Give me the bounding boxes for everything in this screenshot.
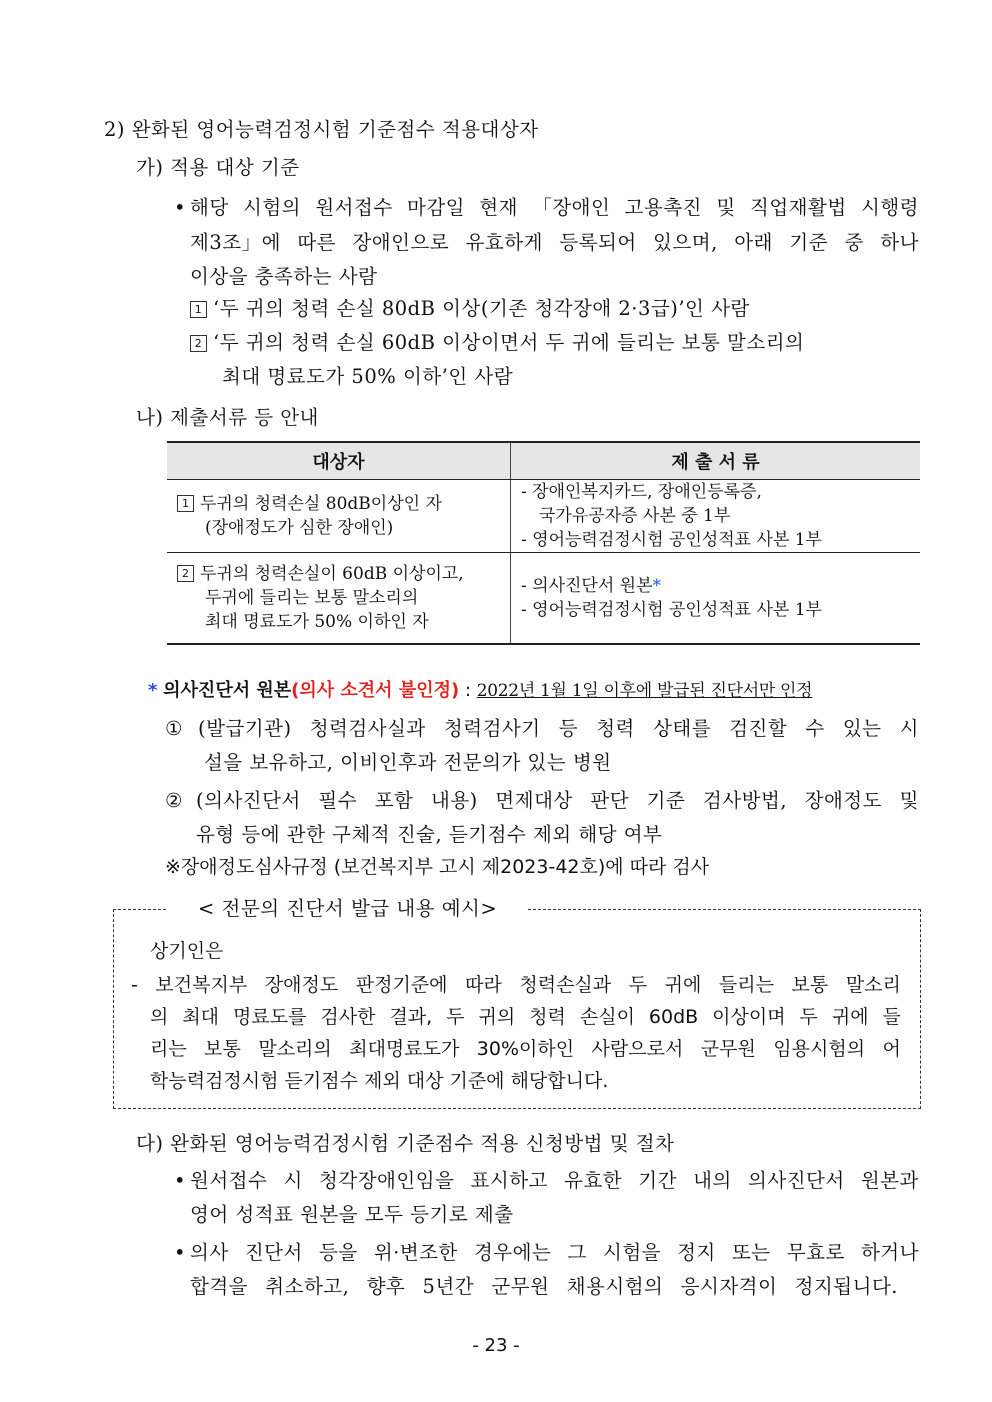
ga-bullet-line-3: 이상을 충족하는 사람 [190, 265, 378, 288]
example-line-4: 학능력검정시험 듣기점수 제외 대상 기준에 해당합니다. [150, 1070, 609, 1092]
table-cell-docs [511, 553, 921, 645]
row1-doc-2: - 영어능력검정시험 공인성적표 사본 1부 [521, 530, 822, 550]
note-label: 의사진단서 원본 [163, 680, 292, 701]
row2-doc-1 [521, 574, 920, 598]
condition-2-line-1: (의사진단서 필수 포함 내용) 면제대상 판단 기준 검사방법, 장애정도 및 [196, 789, 919, 812]
row2-target-line3: 최대 명료도가 50% 이하인 자 [205, 612, 429, 632]
ga-bullet-line-2: 제3조」에 따른 장애인으로 유효하게 등록되어 있으며, 아래 기준 중 하나 [190, 231, 919, 254]
table-cell-target [167, 480, 511, 553]
subsection-ga-title: 가) 적용 대상 기준 [136, 156, 300, 179]
asterisk-mark: * [652, 576, 662, 596]
note-underlined: 2022년 1월 1일 이후에 발급된 진단서만 인정 [476, 681, 813, 701]
condition-1-line-1: (발급기관) 청력검사실과 청력검사기 등 청력 상태를 검진할 수 있는 시 [198, 717, 919, 740]
ga-item-2-line-1: ‘두 귀의 청력 손실 60dB 이상이면서 두 귀에 들리는 보통 말소리의 [213, 331, 805, 354]
boxed-number: 1 [177, 495, 194, 512]
condition-1-num: ① [165, 717, 183, 740]
note-label-red: (의사 소견서 불인정) [291, 680, 460, 701]
diagnosis-note [148, 678, 812, 704]
condition-2-num: ② [165, 789, 183, 812]
condition-2-line-2: 유형 등에 관한 구체적 진술, 듣기점수 제외 해당 여부 [196, 823, 663, 846]
example-line-3: 리는 보통 말소리의 최대명료도가 30%이하인 사람으로서 군무원 임용시험의 어 [150, 1038, 901, 1060]
ga-bullet-line-1: 해당 시험의 원서접수 마감일 현재 「장애인 고용촉진 및 직업재활법 시행령 [190, 196, 919, 219]
example-intro: 상기인은 [150, 940, 224, 962]
condition-1-line-2: 설을 보유하고, 이비인후과 전문의가 있는 병원 [204, 751, 612, 774]
subsection-na-title: 나) 제출서류 등 안내 [136, 406, 319, 429]
ga-item-2 [190, 330, 919, 356]
ga-item-2-line-2: 최대 명료도가 50% 이하’인 사람 [222, 365, 514, 388]
boxed-number: 2 [177, 565, 194, 582]
da-bullet-1-line-1: 원서접수 시 청각장애인임을 표시하고 유효한 기간 내의 의사진단서 원본과 [190, 1169, 919, 1192]
row2-doc-1-text: - 의사진단서 원본 [521, 576, 653, 596]
boxed-number: 2 [190, 335, 207, 352]
row2-doc-2: - 영어능력검정시험 공인성적표 사본 1부 [521, 600, 822, 620]
row1-target-line2: (장애정도가 심한 장애인) [205, 518, 394, 538]
ga-item-1-text: ‘두 귀의 청력 손실 80dB 이상(기존 청각장애 2·3급)’인 사람 [213, 297, 750, 320]
bullet-dot: • [174, 1169, 187, 1192]
row2-target-line1: 두귀의 청력손실이 60dB 이상이고, [200, 564, 464, 584]
bullet-dot: • [174, 1241, 187, 1264]
table-header-target: 대상자 [167, 442, 511, 480]
note-colon: : [459, 680, 477, 701]
row1-target-line1: 두귀의 청력손실 80dB이상인 자 [200, 494, 442, 514]
documents-table [167, 441, 920, 645]
da-bullet-2-line-1: 의사 진단서 등을 위·변조한 경우에는 그 시험을 정지 또는 무효로 하거나 [190, 1241, 919, 1264]
example-line-1: - 보건복지부 장애정도 판정기준에 따라 청력손실과 두 귀에 들리는 보통 말소리 [131, 974, 901, 996]
da-bullet-2-line-2: 합격을 취소하고, 향후 5년간 군무원 채용시험의 응시자격이 정지됩니다. [190, 1275, 898, 1298]
row2-target-line2: 두귀에 들리는 보통 말소리의 [205, 588, 419, 608]
table-header-docs: 제 출 서 류 [511, 442, 921, 480]
boxed-number: 1 [190, 301, 207, 318]
page-number: - 23 - [472, 1335, 520, 1356]
ga-item-1 [190, 296, 750, 322]
table-cell-docs [511, 480, 921, 553]
table-row [167, 480, 920, 553]
asterisk-mark: * [148, 680, 158, 701]
example-box-title: < 전문의 진단서 발급 내용 예시> [168, 896, 527, 922]
table-row [167, 553, 920, 645]
example-line-2: 의 최대 명료도를 검사한 결과, 두 귀의 청력 손실이 60dB 이상이며 두 귀에 들 [150, 1006, 901, 1028]
row1-doc-1: - 장애인복지카드, 장애인등록증, [521, 482, 762, 502]
da-bullet-1-line-2: 영어 성적표 원본을 모두 등기로 제출 [190, 1203, 514, 1226]
table-cell-target [167, 553, 511, 645]
subsection-da-title: 다) 완화된 영어능력검정시험 기준점수 적용 신청방법 및 절차 [136, 1132, 675, 1155]
bullet-dot: • [174, 196, 187, 219]
regulation-reference: ※장애정도심사규정 (보건복지부 고시 제2023-42호)에 따라 검사 [165, 856, 710, 878]
table-header-row [167, 442, 920, 480]
row1-doc-1b: 국가유공자증 사본 중 1부 [539, 506, 731, 526]
section-heading: 2) 완화된 영어능력검정시험 기준점수 적용대상자 [104, 118, 539, 141]
